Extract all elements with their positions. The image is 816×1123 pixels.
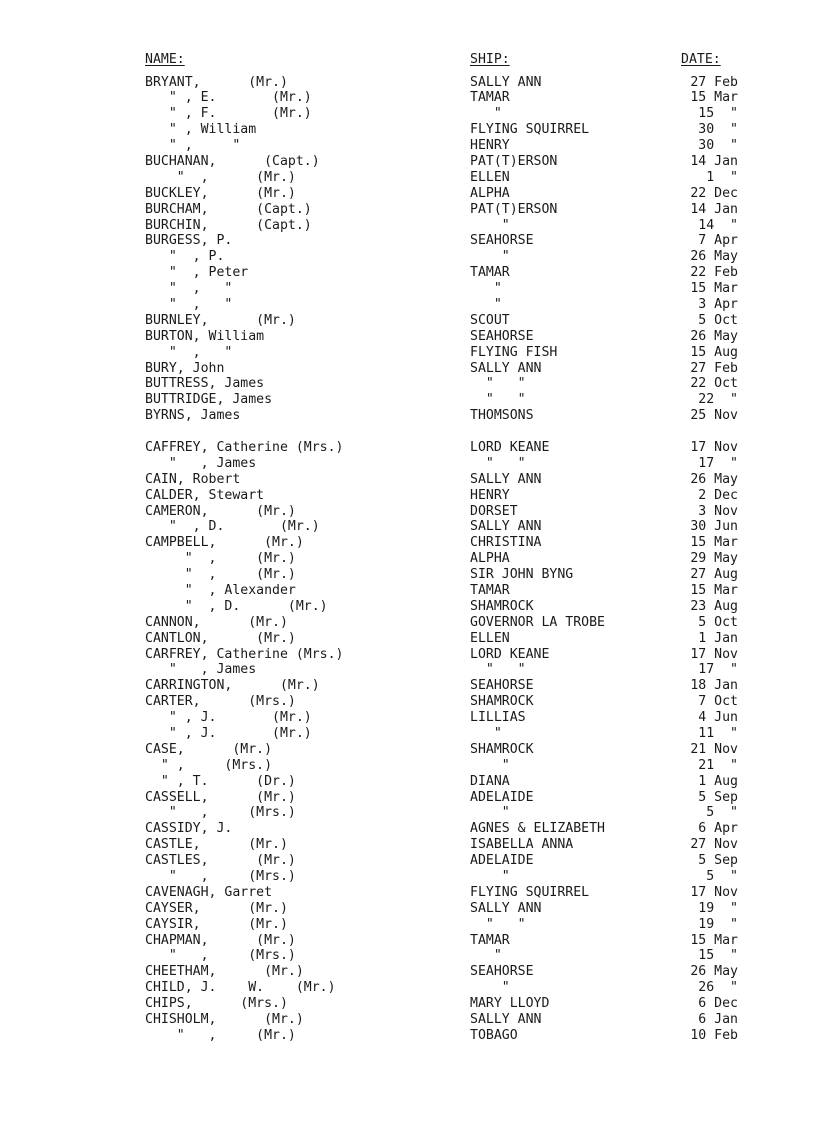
list-row [0, 345, 816, 361]
passenger-name: " , " [145, 344, 233, 360]
list-row [0, 329, 816, 345]
list-row [0, 774, 816, 790]
passenger-name: BURY, John [145, 360, 225, 376]
list-row [0, 519, 816, 535]
list-row [0, 202, 816, 218]
arrival-date: 5 Sep [698, 789, 738, 805]
ship-name: SHAMROCK [470, 694, 534, 710]
passenger-name: " , (Mrs.) [145, 948, 296, 964]
arrival-date: 3 Apr [698, 296, 738, 312]
arrival-date: 6 Apr [698, 821, 738, 837]
passenger-name: CALDER, Stewart [145, 487, 265, 503]
ship-name: SALLY ANN [470, 360, 542, 376]
arrival-date: 15 Aug [690, 344, 738, 360]
list-row [0, 1028, 816, 1044]
list-row [0, 265, 816, 281]
passenger-name: " , Alexander [145, 583, 296, 598]
list-row [0, 122, 816, 138]
ship-name: " [470, 757, 510, 773]
arrival-date: 18 Jan [690, 678, 738, 694]
ship-name: " " [470, 916, 526, 932]
arrival-date: 22 Dec [690, 185, 738, 201]
column-headers [0, 51, 816, 68]
list-row [0, 551, 816, 567]
list-row [0, 535, 816, 551]
passenger-name: CAMPBELL, (Mr.) [145, 535, 304, 551]
passenger-name: CASE, (Mr.) [145, 741, 273, 757]
list-row [0, 805, 816, 821]
ship-name: " [470, 980, 510, 996]
arrival-date: 14 " [698, 217, 738, 233]
arrival-date: 27 Feb [690, 360, 738, 376]
arrival-date: 1 Jan [698, 630, 738, 646]
arrival-date: 29 May [690, 551, 738, 567]
list-row [0, 726, 816, 742]
list-row [0, 297, 816, 313]
ship-name: DIANA [470, 773, 510, 789]
passenger-name: " , (Mr.) [145, 551, 296, 567]
arrival-date: 17 Nov [690, 439, 738, 455]
list-row [0, 313, 816, 329]
ship-name: ELLEN [470, 630, 510, 646]
list-row [0, 678, 816, 694]
ship-name: SEAHORSE [470, 964, 534, 980]
passenger-name: CHILD, J. W. (Mr.) [145, 980, 336, 996]
passenger-name: " , James [145, 662, 257, 678]
passenger-name: " , D. (Mr.) [145, 519, 320, 535]
list-row [0, 1012, 816, 1028]
passenger-name: " , J. (Mr.) [145, 710, 312, 726]
list-row [0, 869, 816, 885]
passenger-name: BYRNS, James [145, 408, 241, 424]
ship-name: AGNES & ELIZABETH [470, 821, 605, 837]
arrival-date: 30 " [698, 122, 738, 138]
passenger-name: " , T. (Dr.) [145, 773, 296, 789]
passenger-name: CAYSER, (Mr.) [145, 900, 288, 916]
list-row [0, 138, 816, 154]
ship-name: DORSET [470, 503, 518, 519]
passenger-name: " , D. (Mr.) [145, 598, 328, 614]
passenger-name: CAMERON, (Mr.) [145, 503, 296, 519]
passenger-name: CASSIDY, J. [145, 821, 233, 837]
ship-name: THOMSONS [470, 408, 534, 424]
arrival-date: 26 May [690, 471, 738, 487]
list-row [0, 917, 816, 933]
passenger-name: " , (Mr.) [145, 169, 296, 185]
list-row [0, 615, 816, 631]
ship-name: FLYING FISH [470, 344, 558, 360]
ship-name: TAMAR [470, 265, 510, 281]
ship-name: " " [470, 376, 526, 392]
ship-name: LORD KEANE [470, 439, 550, 455]
passenger-name: CASTLE, (Mr.) [145, 837, 288, 853]
arrival-date: 4 Jun [698, 710, 738, 726]
section-spacer [0, 424, 816, 440]
passenger-name: " , E. (Mr.) [145, 90, 312, 106]
list-row [0, 933, 816, 949]
arrival-date: 15 Mar [690, 535, 738, 551]
arrival-date: 23 Aug [690, 598, 738, 614]
ship-name: SEAHORSE [470, 328, 534, 344]
ship-name: LORD KEANE [470, 646, 550, 662]
ship-name: SIR JOHN BYNG [470, 567, 574, 583]
arrival-date: 26 May [690, 328, 738, 344]
ship-name: SEAHORSE [470, 678, 534, 694]
arrival-date: 5 Sep [698, 853, 738, 869]
ship-name: " [470, 249, 510, 265]
passenger-name: BUCKLEY, (Mr.) [145, 185, 296, 201]
ship-name: ALPHA [470, 185, 510, 201]
arrival-date: 27 Aug [690, 567, 738, 583]
list-row [0, 281, 816, 297]
list-row [0, 154, 816, 170]
ship-name: SALLY ANN [470, 900, 542, 916]
ship-name: ADELAIDE [470, 853, 534, 869]
ship-name: ISABELLA ANNA [470, 837, 574, 853]
ship-name: " [470, 281, 502, 297]
list-row [0, 631, 816, 647]
ship-name: PAT(T)ERSON [470, 153, 558, 169]
list-row [0, 647, 816, 663]
ship-name: " " [470, 392, 526, 408]
ship-name: " [470, 805, 510, 821]
passenger-name: CHIPS, (Mrs.) [145, 996, 288, 1012]
list-row [0, 488, 816, 504]
ship-name: FLYING SQUIRREL [470, 122, 590, 138]
arrival-date: 15 " [698, 106, 738, 122]
ship-name: ELLEN [470, 169, 510, 185]
arrival-date: 26 May [690, 249, 738, 265]
ship-name: " " [470, 662, 526, 678]
passenger-name: CAIN, Robert [145, 471, 241, 487]
ship-name: " [470, 296, 502, 312]
ship-name: MARY LLOYD [470, 996, 550, 1012]
ship-name: SCOUT [470, 312, 510, 328]
arrival-date: 17 Nov [690, 884, 738, 900]
ship-name: HENRY [470, 487, 510, 503]
passenger-name: BURTON, William [145, 328, 265, 344]
arrival-date: 1 Aug [698, 773, 738, 789]
arrival-date: 22 " [698, 392, 738, 408]
list-row [0, 964, 816, 980]
ship-name: TAMAR [470, 932, 510, 948]
arrival-date: 15 Mar [690, 90, 738, 106]
list-row [0, 440, 816, 456]
arrival-date: 17 " [698, 662, 738, 678]
list-row [0, 980, 816, 996]
list-row [0, 472, 816, 488]
arrival-date: 11 " [698, 726, 738, 742]
arrival-date: 21 " [698, 757, 738, 773]
list-row [0, 218, 816, 234]
passenger-name: " , (Mr.) [145, 1027, 296, 1043]
list-row [0, 885, 816, 901]
passenger-name: CARTER, (Mrs.) [145, 694, 296, 710]
passenger-name: BURNLEY, (Mr.) [145, 312, 296, 328]
passenger-name: CAVENAGH, Garret [145, 884, 273, 900]
arrival-date: 22 Oct [690, 376, 738, 392]
list-row [0, 583, 816, 599]
ship-column-header: SHIP: [470, 52, 510, 67]
ship-name: ADELAIDE [470, 789, 534, 805]
passenger-name: CASSELL, (Mr.) [145, 789, 296, 805]
passenger-name: BURGESS, P. [145, 233, 233, 249]
ship-name: " [470, 869, 510, 885]
passenger-name: " , James [145, 455, 257, 471]
ship-name: PAT(T)ERSON [470, 201, 558, 217]
passenger-name: CARFREY, Catherine (Mrs.) [145, 646, 344, 662]
passenger-name: CAFFREY, Catherine (Mrs.) [145, 439, 344, 455]
arrival-date: 15 " [698, 948, 738, 964]
arrival-date: 5 " [706, 869, 738, 885]
passenger-name: BUTTRESS, James [145, 376, 265, 392]
arrival-date: 5 Oct [698, 614, 738, 630]
passenger-name: BURCHAM, (Capt.) [145, 201, 312, 217]
passenger-name: " , P. [145, 249, 225, 265]
passenger-name: " , (Mrs.) [145, 869, 296, 885]
list-row [0, 106, 816, 122]
list-row [0, 75, 816, 91]
arrival-date: 17 " [698, 455, 738, 471]
name-column-header: NAME: [145, 52, 185, 67]
arrival-date: 15 Mar [690, 281, 738, 297]
arrival-date: 19 " [698, 900, 738, 916]
list-row [0, 376, 816, 392]
list-row [0, 233, 816, 249]
list-row [0, 901, 816, 917]
arrival-date: 6 Dec [698, 996, 738, 1012]
passenger-name: " , Peter [145, 265, 249, 281]
passenger-name: " , J. (Mr.) [145, 726, 312, 742]
arrival-date: 22 Feb [690, 265, 738, 281]
list-row [0, 853, 816, 869]
arrival-date: 14 Jan [690, 153, 738, 169]
arrival-date: 27 Nov [690, 837, 738, 853]
list-row [0, 408, 816, 424]
ship-name: " [470, 217, 510, 233]
ship-name: HENRY [470, 138, 510, 154]
arrival-date: 21 Nov [690, 741, 738, 757]
list-row [0, 186, 816, 202]
ship-name: SALLY ANN [470, 519, 542, 535]
passenger-name: CHAPMAN, (Mr.) [145, 932, 296, 948]
list-row [0, 504, 816, 520]
passenger-name: CASTLES, (Mr.) [145, 853, 296, 869]
arrival-date: 30 Jun [690, 519, 738, 535]
arrival-date: 26 " [698, 980, 738, 996]
arrival-date: 14 Jan [690, 201, 738, 217]
list-row [0, 790, 816, 806]
passenger-name: " , (Mrs.) [145, 757, 273, 773]
list-row [0, 662, 816, 678]
arrival-date: 30 " [698, 138, 738, 154]
list-row [0, 90, 816, 106]
ship-name: TAMAR [470, 583, 510, 598]
passenger-name: " , " [145, 296, 233, 312]
passenger-name: CARRINGTON, (Mr.) [145, 678, 320, 694]
arrival-date: 1 " [706, 169, 738, 185]
passenger-name: CANTLON, (Mr.) [145, 630, 296, 646]
passenger-name: CHISHOLM, (Mr.) [145, 1012, 304, 1028]
arrival-date: 27 Feb [690, 74, 738, 90]
passenger-name: CAYSIR, (Mr.) [145, 916, 288, 932]
passenger-name: CANNON, (Mr.) [145, 614, 288, 630]
ship-name: TOBAGO [470, 1027, 518, 1043]
ship-name: FLYING SQUIRREL [470, 884, 590, 900]
passenger-list [0, 75, 816, 1044]
list-row [0, 456, 816, 472]
list-row [0, 567, 816, 583]
arrival-date: 2 Dec [698, 487, 738, 503]
arrival-date: 6 Jan [698, 1012, 738, 1028]
ship-name: SALLY ANN [470, 471, 542, 487]
arrival-date: 25 Nov [690, 408, 738, 424]
arrival-date: 5 " [706, 805, 738, 821]
passenger-name: " , F. (Mr.) [145, 106, 312, 122]
passenger-name: " , (Mr.) [145, 567, 296, 583]
date-column-header: DATE: [681, 52, 721, 67]
passenger-name: " , (Mrs.) [145, 805, 296, 821]
arrival-date: 3 Nov [698, 503, 738, 519]
passenger-name: BUCHANAN, (Capt.) [145, 153, 320, 169]
list-row [0, 948, 816, 964]
list-row [0, 837, 816, 853]
list-row [0, 392, 816, 408]
ship-name: SEAHORSE [470, 233, 534, 249]
passenger-name: BRYANT, (Mr.) [145, 74, 288, 90]
arrival-date: 17 Nov [690, 646, 738, 662]
ship-name: " [470, 106, 502, 122]
arrival-date: 15 Mar [690, 932, 738, 948]
ship-name: SHAMROCK [470, 741, 534, 757]
ship-name: " " [470, 455, 526, 471]
ship-name: SALLY ANN [470, 74, 542, 90]
arrival-date: 7 Apr [698, 233, 738, 249]
ship-name: ALPHA [470, 551, 510, 567]
list-row [0, 821, 816, 837]
ship-name: CHRISTINA [470, 535, 542, 551]
ship-name: SALLY ANN [470, 1012, 542, 1028]
arrival-date: 15 Mar [690, 583, 738, 598]
ship-name: TAMAR [470, 90, 510, 106]
ship-name: " [470, 948, 502, 964]
passenger-name: BUTTRIDGE, James [145, 392, 273, 408]
list-row [0, 361, 816, 377]
arrival-date: 10 Feb [690, 1027, 738, 1043]
ship-name: SHAMROCK [470, 598, 534, 614]
passenger-name: CHEETHAM, (Mr.) [145, 964, 304, 980]
list-row [0, 694, 816, 710]
ship-name: " [470, 726, 502, 742]
list-row [0, 249, 816, 265]
list-row [0, 170, 816, 186]
passenger-name: " , " [145, 281, 233, 297]
arrival-date: 7 Oct [698, 694, 738, 710]
list-row [0, 996, 816, 1012]
passenger-name: BURCHIN, (Capt.) [145, 217, 312, 233]
arrival-date: 19 " [698, 916, 738, 932]
passenger-name: " , William [145, 122, 257, 138]
list-row [0, 758, 816, 774]
list-row [0, 710, 816, 726]
ship-name: GOVERNOR LA TROBE [470, 614, 605, 630]
list-row [0, 742, 816, 758]
ship-name: LILLIAS [470, 710, 526, 726]
passenger-name: " , " [145, 138, 241, 154]
arrival-date: 26 May [690, 964, 738, 980]
arrival-date: 5 Oct [698, 312, 738, 328]
list-row [0, 599, 816, 615]
